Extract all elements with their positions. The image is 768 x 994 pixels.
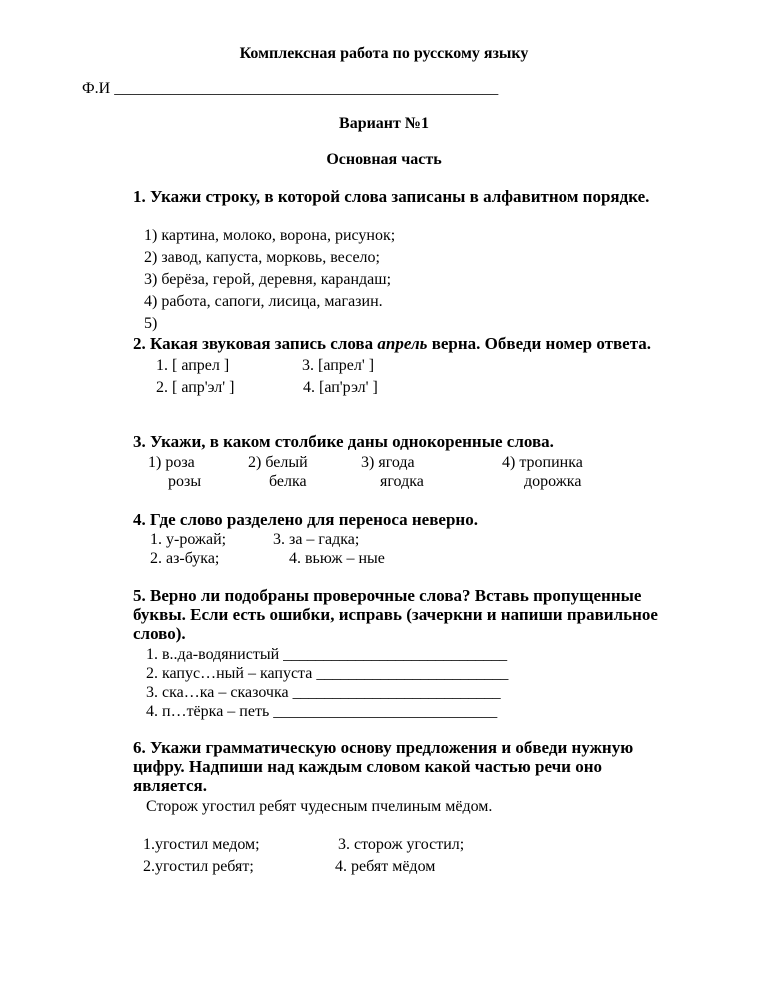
question-5-line-3: слово). — [133, 624, 186, 643]
q4-option-3: 3. за – гадка; — [273, 531, 360, 548]
q3-col4-word1: 4) тропинка — [502, 454, 583, 471]
q5-item-4: 4. п…тёрка – петь ____________________________ — [146, 703, 498, 720]
question-6-line-1: 6. Укажи грамматическую основу предложения и обведи нужную — [133, 738, 634, 757]
q1-option-1: 1) картина, молоко, ворона, рисунок; — [144, 227, 396, 244]
question-5-line-2: буквы. Если есть ошибки, исправь (зачеркни и напиши правильное — [133, 605, 658, 624]
q4-option-1: 1. у-рожай; — [150, 531, 227, 548]
question-6-line-2: цифру. Надпиши над каждым словом какой частью речи оно — [133, 757, 603, 776]
q1-option-4: 4) работа, сапоги, лисица, магазин. — [144, 293, 383, 310]
q5-item-1: 1. в..да-водянистый ____________________________ — [146, 646, 508, 663]
q3-col1-word2: розы — [168, 473, 202, 490]
question-5-line-1: 5. Верно ли подобраны проверочные слова? Вставь пропущенные — [133, 586, 642, 605]
variant-heading: Вариант №1 — [339, 115, 429, 132]
q5-item-3: 3. ска…ка – сказочка __________________________ — [146, 684, 501, 701]
q6-sentence: Сторож угостил ребят чудесным пчелиным мёдом. — [146, 798, 493, 815]
q3-col2-word2: белка — [269, 473, 307, 490]
q2-option-4: 4. [ап'рэл' ] — [303, 379, 378, 396]
q1-option-5: 5) — [144, 315, 158, 332]
q3-col4-word2: дорожка — [524, 473, 582, 490]
q1-option-2: 2) завод, капуста, морковь, весело; — [144, 249, 380, 266]
section-heading: Основная часть — [326, 151, 442, 168]
q4-option-2: 2. аз-бука; — [150, 550, 220, 567]
q3-col3-word1: 3) ягода — [361, 454, 415, 471]
q5-item-2: 2. капус…ный – капуста ________________________ — [146, 665, 509, 682]
q2-option-3: 3. [апрел' ] — [302, 357, 375, 374]
question-2 — [133, 334, 651, 354]
q6-option-1: 1.угостил медом; — [143, 836, 260, 853]
q2-option-1: 1. [ апрел ] — [156, 357, 230, 374]
q4-option-4: 4. вьюж – ные — [289, 550, 385, 567]
q6-option-2: 2.угостил ребят; — [143, 858, 254, 875]
q2-text-post: верна. Обведи номер ответа. — [427, 334, 652, 353]
question-3: 3. Укажи, в каком столбике даны однокоренные слова. — [133, 432, 554, 451]
q3-col3-word2: ягодка — [380, 473, 424, 490]
q1-option-3: 3) берёза, герой, деревня, карандаш; — [144, 271, 392, 288]
q2-text-pre: 2. Какая звуковая запись слова — [133, 334, 378, 353]
question-6-line-3: является. — [133, 776, 207, 795]
q6-option-3: 3. сторож угостил; — [338, 836, 465, 853]
q3-col1-word1: 1) роза — [148, 454, 195, 471]
q2-word: апрель — [377, 334, 428, 353]
q2-option-2: 2. [ апр'эл' ] — [156, 379, 235, 396]
q3-col2-word1: 2) белый — [248, 454, 308, 471]
page-title: Комплексная работа по русскому языку — [239, 45, 529, 62]
name-field-line: Ф.И ________________________________________________ — [82, 80, 499, 97]
question-1: 1. Укажи строку, в которой слова записаны в алфавитном порядке. — [133, 187, 650, 206]
q6-option-4: 4. ребят мёдом — [335, 858, 436, 875]
question-4: 4. Где слово разделено для переноса неверно. — [133, 510, 478, 529]
